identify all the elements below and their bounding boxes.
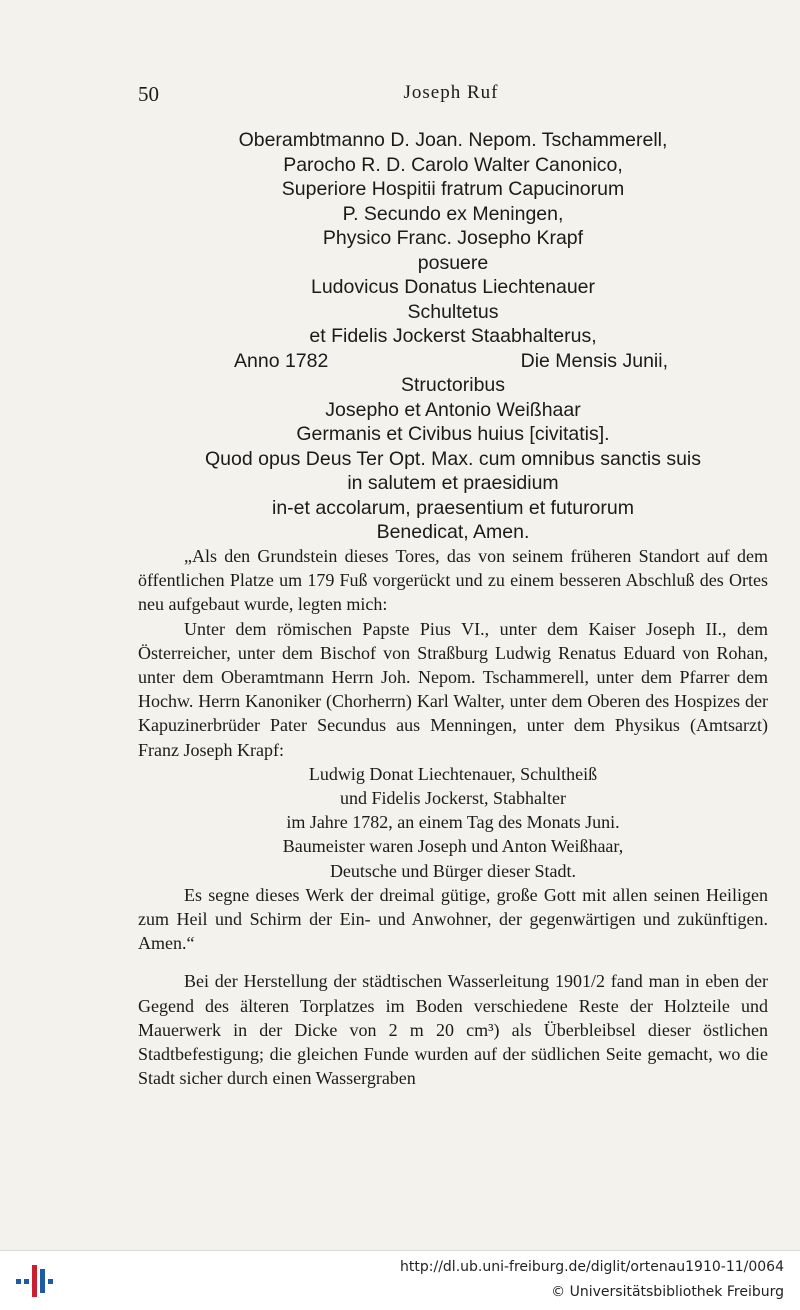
inscription-line: Structoribus: [400, 374, 506, 396]
inscription-line: Parocho R. D. Carolo Walter Canonico,: [283, 153, 623, 176]
inscription-line: Josepho et Antonio Weißhaar: [325, 398, 581, 421]
inscription-date-line: [138, 349, 768, 374]
inscription-line: Quod opus Deus Ter Opt. Max. cum omnibus sanctis suis: [204, 447, 702, 470]
running-head: Joseph Ruf: [403, 82, 499, 103]
ub-freiburg-logo-icon: [14, 1261, 54, 1301]
inscription-line: Ludovicus Donatus Liechtenauer: [310, 276, 596, 298]
page-header: [138, 82, 764, 112]
inscription-month: Die Mensis Junii,: [520, 349, 668, 372]
page-number: 50: [138, 82, 159, 106]
inscription-year: Anno 1782: [234, 349, 329, 372]
inscription-line: Benedicat, Amen.: [376, 521, 530, 543]
copyright-notice: © Universitätsbibliothek Freiburg: [551, 1284, 784, 1300]
inscription-line: P. Secundo ex Meningen,: [342, 202, 564, 225]
viewer-footer: [0, 1250, 800, 1310]
inscription-line: Physico Franc. Josepho Krapf: [322, 227, 584, 249]
translation-paragraph: „Als den Grundstein dieses Tores, das von seinem früheren Standort auf dem öffentlichen Platze um 179 Fuß vorgerückt und zu einem besseren Abschluß des Ortes neu aufgebaut wurde, legten mich:: [138, 546, 768, 615]
inscription-line: in-et accolarum, praesentium et futurorum: [272, 496, 634, 519]
latin-inscription: [138, 128, 768, 545]
translation-centered-line: Deutsche und Bürger dieser Stadt.: [329, 860, 577, 881]
paragraph-gap: [138, 955, 768, 969]
translation-centered-line: im Jahre 1782, an einem Tag des Monats Juni.: [286, 812, 620, 833]
inscription-line: in salutem et praesidium: [347, 472, 559, 494]
inscription-line: et Fidelis Jockerst Staabhalterus,: [309, 325, 597, 347]
translation-paragraph: Es segne dieses Werk der dreimal gütige, große Gott mit allen seinen Heiligen zum Heil und Schirm der Ein- und Anwohner, der gegenwärtigen und zukünftigen. Amen.“: [138, 884, 768, 954]
translation-paragraph: Unter dem römischen Papste Pius VI., unter dem Kaiser Joseph II., dem Österreicher, unter dem Bischof von Straßburg Ludwig Renatus Eduard von Rohan, unter dem Oberamtmann Herrn Joh. Nepom. Tschammerell, unter dem Pfarrer dem Hochw. Herrn Kanoniker (Chorherrn) Karl Walter, unter dem Oberen des Hospizes der Kapuzinerbrüder Pater Secundus aus Menningen, unter dem Physikus (Amtsarzt) Franz Joseph Krapf:: [138, 618, 768, 760]
translation-centered-line: Baumeister waren Joseph und Anton Weißhaar,: [282, 836, 624, 857]
inscription-line: Schultetus: [407, 300, 499, 323]
inscription-line: Superiore Hospitii fratrum Capucinorum: [281, 178, 625, 200]
translation-centered-line: und Fidelis Jockerst, Stabhalter: [340, 788, 566, 809]
inscription-line: posuere: [417, 251, 489, 274]
source-url-link[interactable]: http://dl.ub.uni-freiburg.de/diglit/ortenau1910-11/0064: [400, 1259, 784, 1275]
inscription-line: Oberambtmanno D. Joan. Nepom. Tschammerell,: [238, 129, 668, 151]
body-paragraph: Bei der Herstellung der städtischen Wasserleitung 1901/2 fand man in eben der Gegend des älteren Torplatzes im Boden verschiedene Reste der Holzteile und Mauerwerk in der Dicke von 2 m 20 cm³) als Überbleibsel dieser östlichen Stadtbefestigung; die gleichen Funde wurden auf der südlichen Seite gemacht, wo die Stadt sicher durch einen Wassergraben: [138, 971, 768, 1089]
german-text: [138, 544, 768, 1090]
translation-centered-line: Ludwig Donat Liechtenauer, Schultheiß: [308, 763, 598, 784]
inscription-line: Germanis et Civibus huius [civitatis].: [296, 423, 610, 445]
